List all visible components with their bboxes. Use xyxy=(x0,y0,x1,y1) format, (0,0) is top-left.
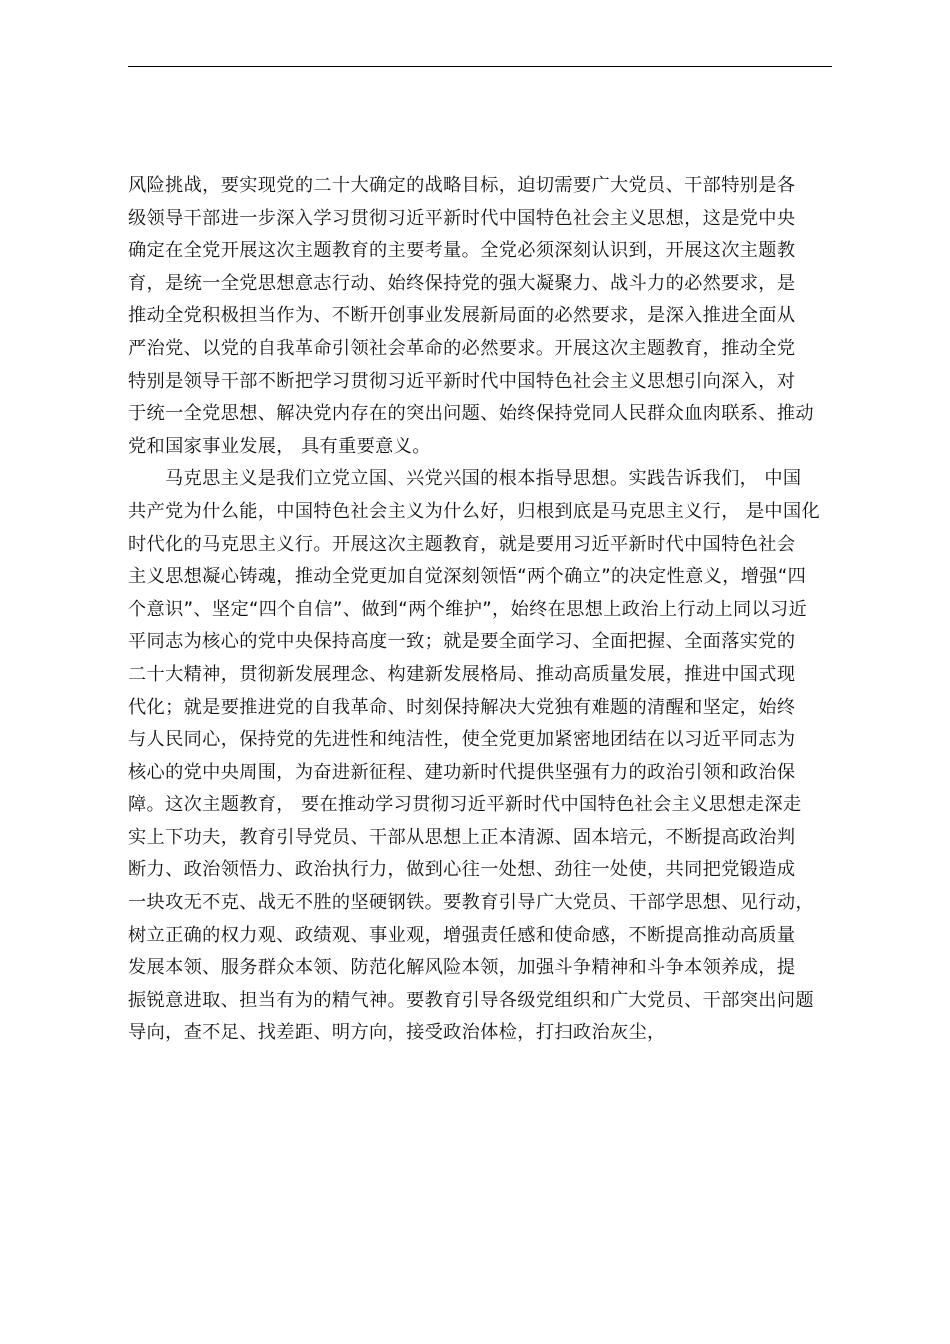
text-line: 严治党、以党的自我革命引领社会革命的必然要求。开展这次主题教育，推动全党 xyxy=(128,337,796,359)
text-line: 个意识”、坚定“四个自信”、做到“两个维护”，始终在思想上政治上行动上同以习近 xyxy=(128,598,808,620)
text-line: 特别是领导干部不断把学习贯彻习近平新时代中国特色社会主义思想引向深入，对 xyxy=(128,370,796,392)
text-line: 风险挑战，要实现党的二十大确定的战略目标，迫切需要广大党员、干部特别是各 xyxy=(128,175,796,196)
text-line: 主义思想凝心铸魂，推动全党更加自觉深刻领悟“两个确立”的决定性意义，增强“四 xyxy=(128,566,807,588)
header-rule xyxy=(128,66,832,67)
text-line: 于统一全党思想、解决党内存在的突出问题、始终保持党同人民群众血肉联系、推动 xyxy=(128,403,814,425)
text-line: 推动全党积极担当作为、不断开创事业发展新局面的必然要求，是深入推进全面从 xyxy=(128,305,796,327)
text-line: 障。这次主题教育， 要在推动学习贯彻习近平新时代中国特色社会主义思想走深走 xyxy=(128,794,802,816)
text-line: 共产党为什么能，中国特色社会主义为什么好，归根到底是马克思主义行， 是中国化 xyxy=(128,500,821,522)
text-line: 级领导干部进一步深入学习贯彻习近平新时代中国特色社会主义思想，这是党中央 xyxy=(128,207,796,229)
text-line: 与人民同心，保持党的先进性和纯洁性，使全党更加紧密地团结在以习近平同志为 xyxy=(128,729,796,751)
text-line: 育，是统一全党思想意志行动、始终保持党的强大凝聚力、战斗力的必然要求，是 xyxy=(128,272,796,294)
text-line: 树立正确的权力观、政绩观、事业观，增强责任感和使命感，不断提高推动高质量 xyxy=(128,924,796,946)
text-line: 发展本领、服务群众本领、防范化解风险本领，加强斗争精神和斗争本领养成，提 xyxy=(128,957,796,979)
text-line: 平同志为核心的党中央保持高度一致；就是要全面学习、全面把握、全面落实党的 xyxy=(128,631,796,653)
text-line: 断力、政治领悟力、政治执行力，做到心往一处想、劲往一处使，共同把党锻造成 xyxy=(128,859,796,881)
text-line: 导向，查不足、找差距、明方向，接受政治体检，打扫政治灰尘， xyxy=(128,1022,666,1044)
text-line: 实上下功夫，教育引导党员、干部从思想上正本清源、固本培元，不断提高政治判 xyxy=(128,826,796,848)
paragraph-start-line: 马克思主义是我们立党立国、兴党兴国的根本指导思想。实践告诉我们， 中国 xyxy=(165,468,802,490)
text-line: 核心的党中央周围，为奋进新征程、建功新时代提供坚强有力的政治引领和政治保 xyxy=(128,761,796,783)
text-line: 确定在全党开展这次主题教育的主要考量。全党必须深刻认识到，开展这次主题教 xyxy=(128,240,796,262)
text-line: 党和国家事业发展， 具有重要意义。 xyxy=(128,435,431,457)
text-line: 时代化的马克思主义行。开展这次主题教育，就是要用习近平新时代中国特色社会 xyxy=(128,533,796,555)
text-line: 二十大精神，贯彻新发展理念、构建新发展格局、推动高质量发展，推进中国式现 xyxy=(128,663,796,685)
text-line: 振锐意进取、担当有为的精气神。要教育引导各级党组织和广大党员、干部突出问题 xyxy=(128,989,814,1011)
text-line: 一块攻无不克、战无不胜的坚硬钢铁。要教育引导广大党员、干部学思想、见行动， xyxy=(128,892,814,914)
text-line: 代化；就是要推进党的自我革命、时刻保持解决大党独有难题的清醒和坚定，始终 xyxy=(128,696,796,718)
document-body xyxy=(128,170,832,1050)
